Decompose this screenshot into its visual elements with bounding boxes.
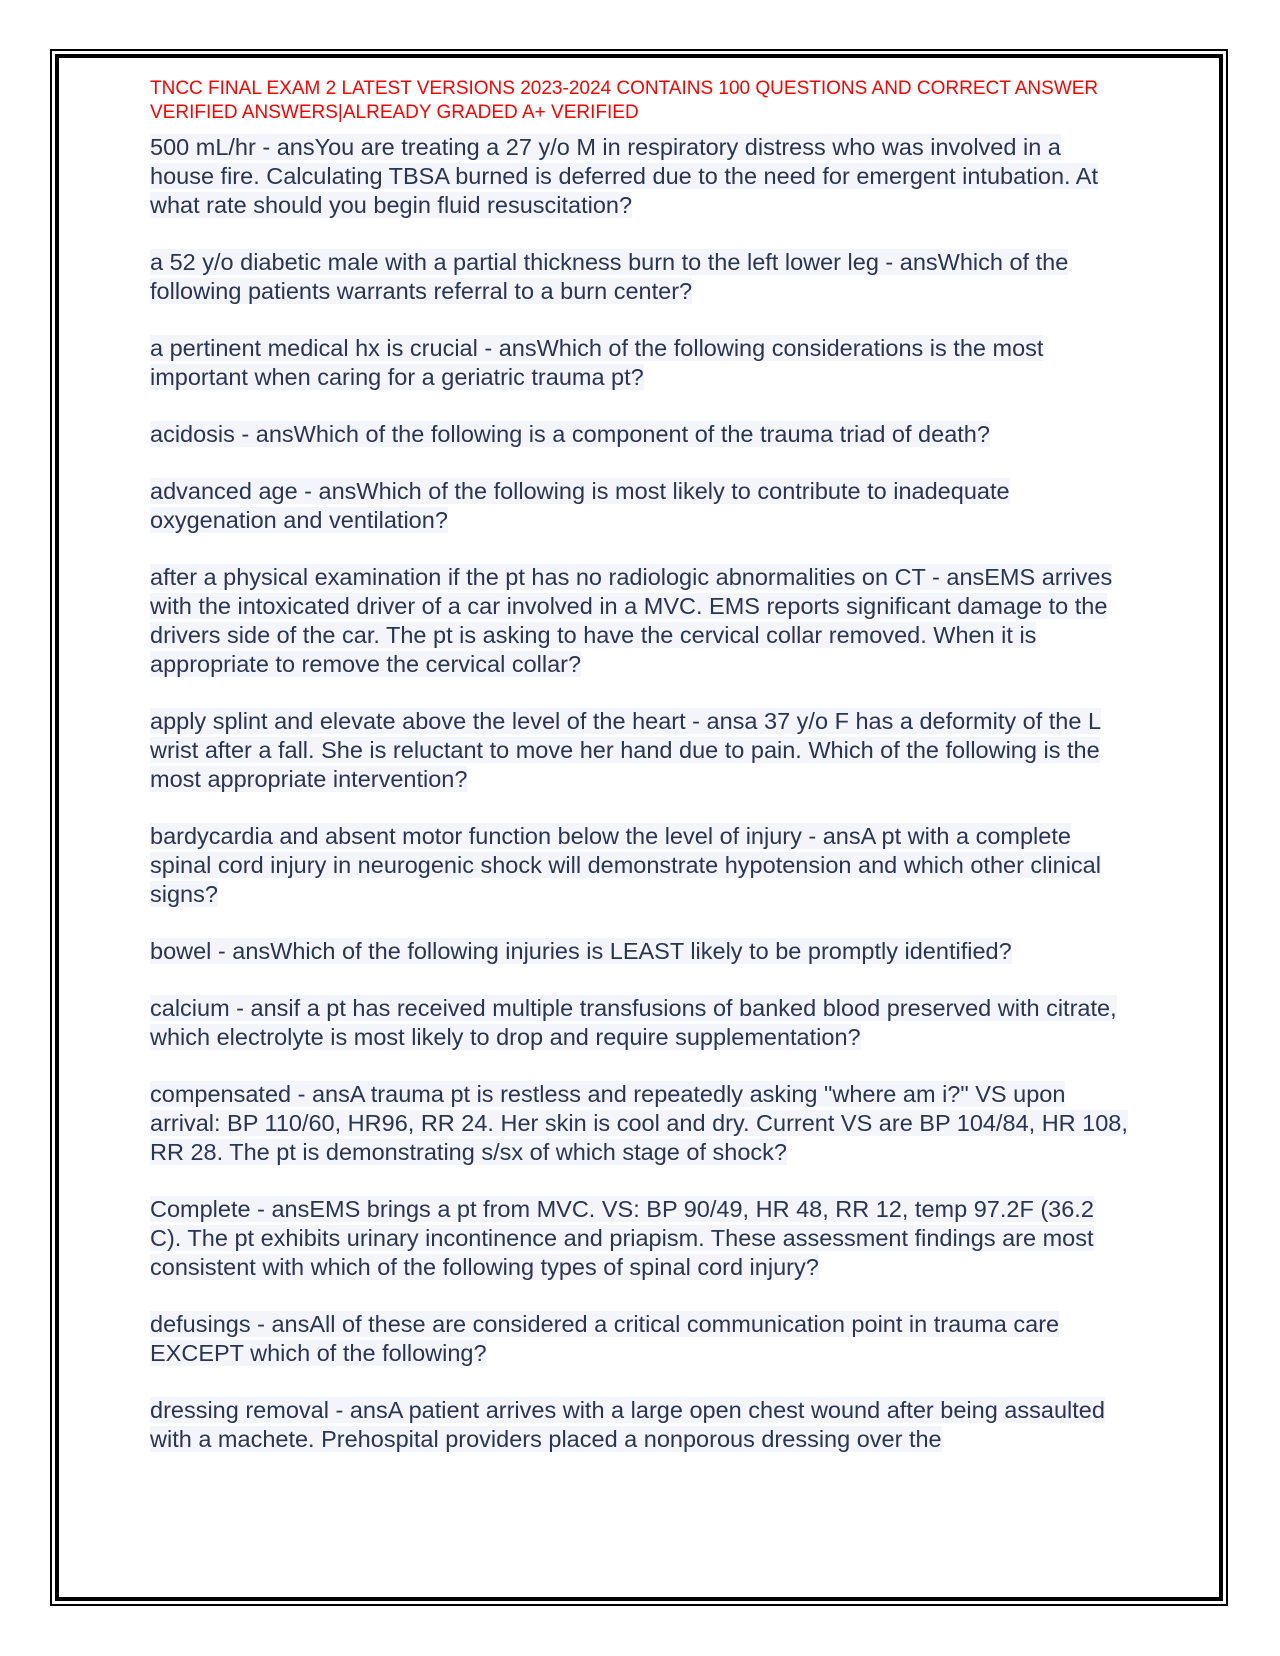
qa-list xyxy=(150,133,1130,1454)
qa-entry xyxy=(150,248,1130,306)
qa-entry xyxy=(150,1310,1130,1368)
qa-entry xyxy=(150,994,1130,1052)
qa-entry-text: defusings - ansAll of these are considered a critical communication point in trauma care EXCEPT which of the following? xyxy=(150,1311,1060,1366)
qa-entry-text: apply splint and elevate above the level of the heart - ansa 37 y/o F has a deformity of the L wrist after a fall. She is reluctant to move her hand due to pain. Which of the following is the most appropriate intervention? xyxy=(150,708,1102,792)
qa-entry xyxy=(150,1195,1130,1282)
qa-entry-text: advanced age - ansWhich of the following is most likely to contribute to inadequate oxygenation and ventilation? xyxy=(150,478,1010,533)
qa-entry xyxy=(150,707,1130,794)
document-body xyxy=(150,77,1130,1482)
qa-entry xyxy=(150,1080,1130,1167)
qa-entry-text: acidosis - ansWhich of the following is a component of the trauma triad of death? xyxy=(150,421,990,447)
qa-entry xyxy=(150,1396,1130,1454)
qa-entry-text: bowel - ansWhich of the following injuries is LEAST likely to be promptly identified? xyxy=(150,938,1012,964)
qa-entry xyxy=(150,334,1130,392)
document-title: TNCC FINAL EXAM 2 LATEST VERSIONS 2023-2024 CONTAINS 100 QUESTIONS AND CORRECT ANSWER VERIFIED ANSWERS|ALREADY GRADED A+ VERIFIED xyxy=(150,78,1099,123)
qa-entry-text: compensated - ansA trauma pt is restless and repeatedly asking "where am i?" VS upon arrival: BP 110/60, HR96, RR 24. Her skin is cool and dry. Current VS are BP 104/84, HR 108, RR 28. The pt is demonstrating s/sx of which stage of shock? xyxy=(150,1081,1128,1165)
qa-entry xyxy=(150,477,1130,535)
qa-entry-text: after a physical examination if the pt has no radiologic abnormalities on CT - ansEMS arrives with the intoxicated driver of a car involved in a MVC. EMS reports significant damage to the drivers side of the car. The pt is asking to have the cervical collar removed. When it is appropriate to remove the cervical collar? xyxy=(150,564,1113,677)
qa-entry-text: bardycardia and absent motor function below the level of injury - ansA pt with a complete spinal cord injury in neurogenic shock will demonstrate hypotension and which other clinical signs? xyxy=(150,823,1101,907)
qa-entry xyxy=(150,563,1130,679)
qa-entry-text: 500 mL/hr - ansYou are treating a 27 y/o M in respiratory distress who was involved in a house fire. Calculating TBSA burned is deferred due to the need for emergent intubation. At what rate should you begin fluid resuscitation? xyxy=(150,134,1099,218)
qa-entry-text: Complete - ansEMS brings a pt from MVC. VS: BP 90/49, HR 48, RR 12, temp 97.2F (36.2 C). The pt exhibits urinary incontinence and priapism. These assessment findings are most consistent with which of the following types of spinal cord injury? xyxy=(150,1196,1094,1280)
qa-entry xyxy=(150,420,1130,449)
qa-entry xyxy=(150,937,1130,966)
qa-entry-text: dressing removal - ansA patient arrives with a large open chest wound after being assaulted with a machete. Prehospital providers placed a nonporous dressing over the xyxy=(150,1397,1105,1452)
qa-entry xyxy=(150,133,1130,220)
qa-entry-text: a 52 y/o diabetic male with a partial thickness burn to the left lower leg - ansWhich of the following patients warrants referral to a burn center? xyxy=(150,249,1069,304)
qa-entry-text: a pertinent medical hx is crucial - ansWhich of the following considerations is the most important when caring for a geriatric trauma pt? xyxy=(150,335,1044,390)
qa-entry xyxy=(150,822,1130,909)
qa-entry-text: calcium - ansif a pt has received multiple transfusions of banked blood preserved with citrate, which electrolyte is most likely to drop and require supplementation? xyxy=(150,995,1117,1050)
